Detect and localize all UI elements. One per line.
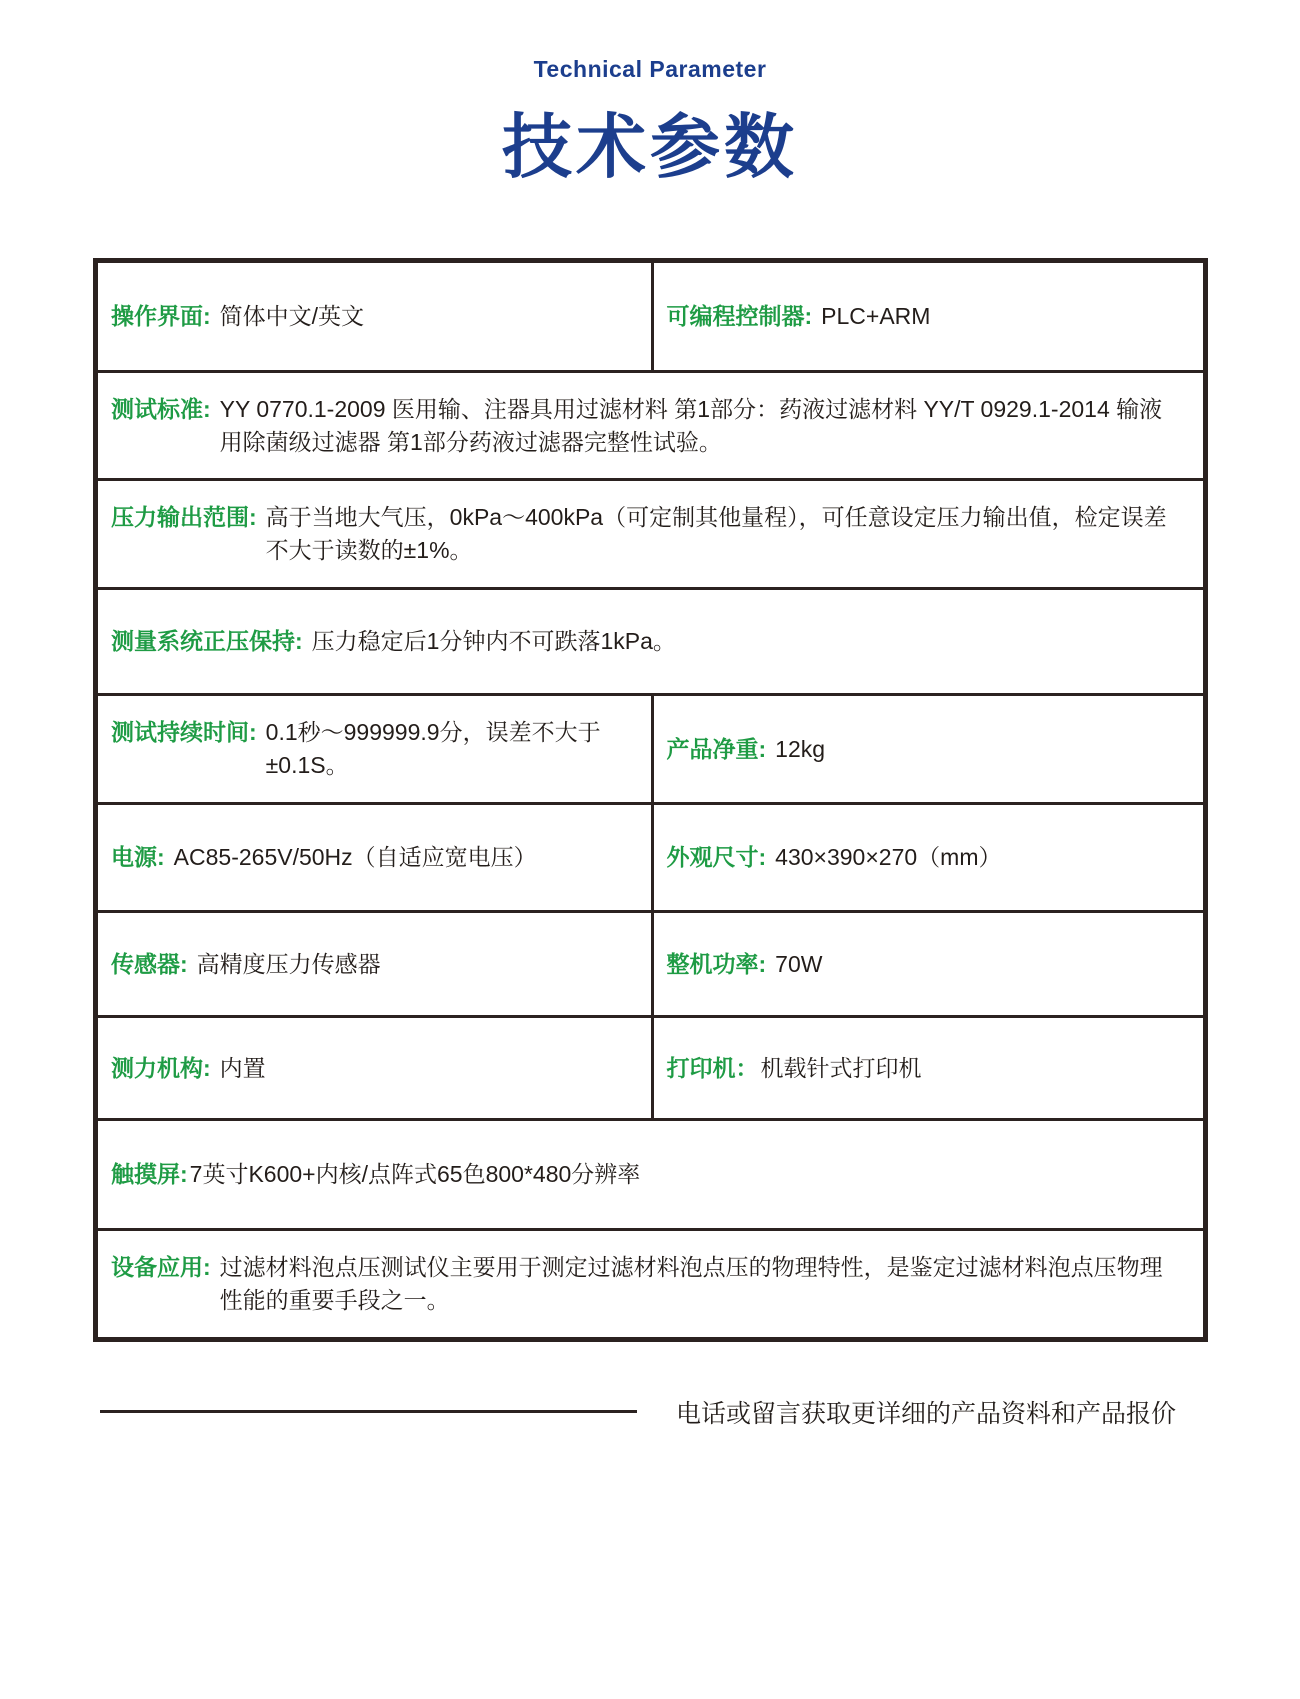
- cell-net-weight: [651, 696, 1204, 802]
- param-label: 外观尺寸:: [666, 844, 767, 871]
- table-row: [98, 1228, 1203, 1337]
- table-row: [98, 587, 1203, 693]
- param-value: PLC+ARM: [821, 303, 931, 330]
- cell-positive-pressure-hold: [98, 590, 1203, 693]
- param-label: 触摸屏:: [111, 1161, 188, 1188]
- page-header: [0, 56, 1300, 192]
- cell-test-duration: [98, 696, 651, 802]
- page-title: 技术参数: [502, 108, 798, 186]
- cell-operation-interface: [98, 263, 651, 370]
- param-label: 设备应用:: [111, 1254, 211, 1281]
- cell-total-power: [651, 913, 1204, 1015]
- param-label: 打印机：: [666, 1054, 759, 1081]
- param-label: 产品净重:: [666, 735, 767, 762]
- param-label: 操作界面:: [111, 303, 211, 330]
- spec-table: [93, 258, 1208, 1342]
- param-value: 430×390×270（mm）: [775, 844, 1002, 871]
- cell-force-mechanism: [98, 1018, 651, 1118]
- cell-touch-screen: [98, 1121, 1203, 1228]
- param-value: 0.1秒～999999.9分，误差不大于±0.1S。: [265, 719, 601, 778]
- table-row: [98, 370, 1203, 478]
- param-label: 测试标准:: [111, 395, 211, 422]
- table-row: [98, 478, 1203, 587]
- table-row: [98, 693, 1203, 802]
- cell-printer: [651, 1018, 1204, 1118]
- table-row: [98, 802, 1203, 910]
- table-row: [98, 1118, 1203, 1228]
- param-label: 压力输出范围:: [111, 504, 257, 531]
- cell-pressure-output-range: [98, 481, 1203, 587]
- param-value: 机载针式打印机: [760, 1054, 922, 1081]
- param-label: 可编程控制器:: [666, 303, 813, 330]
- cell-equipment-application: [98, 1231, 1203, 1337]
- param-value: 压力稳定后1分钟内不可跌落1kPa。: [311, 628, 676, 655]
- param-value: 简体中文/英文: [219, 303, 365, 330]
- param-label: 电源:: [111, 844, 165, 871]
- footer-contact-note: 电话或留言获取更详细的产品资料和产品报价: [676, 1400, 1177, 1428]
- param-value: 高精度压力传感器: [196, 950, 381, 977]
- cell-dimensions: [651, 805, 1204, 910]
- table-row: [98, 1015, 1203, 1118]
- param-value: 70W: [775, 950, 823, 977]
- cell-programmable-controller: [651, 263, 1204, 370]
- param-label: 测试持续时间:: [111, 719, 257, 746]
- header-subtitle-en: Technical Parameter: [533, 56, 767, 82]
- param-value: 7英寸K600+内核/点阵式65色800*480分辨率: [189, 1161, 641, 1188]
- table-row: [98, 263, 1203, 370]
- param-value: YY 0770.1-2009 医用输、注器具用过滤材料 第1部分：药液过滤材料 YY/T 0929.1-2014 输液用除菌级过滤器 第1部分药液过滤器完整性试验。: [219, 395, 1163, 455]
- table-row: [98, 910, 1203, 1015]
- param-value: 内置: [219, 1054, 266, 1081]
- param-value: AC85-265V/50Hz（自适应宽电压）: [173, 844, 537, 871]
- param-value: 过滤材料泡点压测试仪主要用于测定过滤材料泡点压的物理特性，是鉴定过滤材料泡点压物理性能的重要手段之一。: [219, 1254, 1163, 1313]
- cell-test-standard: [98, 373, 1203, 478]
- param-label: 测量系统正压保持:: [111, 628, 303, 655]
- param-label: 整机功率:: [666, 950, 767, 977]
- cell-power-supply: [98, 805, 651, 910]
- cell-sensor: [98, 913, 651, 1015]
- param-label: 传感器:: [111, 950, 188, 977]
- param-value: 高于当地大气压，0kPa～400kPa（可定制其他量程），可任意设定压力输出值，检定误差不大于读数的±1%。: [265, 504, 1167, 563]
- param-value: 12kg: [775, 735, 826, 762]
- param-label: 测力机构:: [111, 1054, 211, 1081]
- footer-divider-line: [100, 1410, 637, 1413]
